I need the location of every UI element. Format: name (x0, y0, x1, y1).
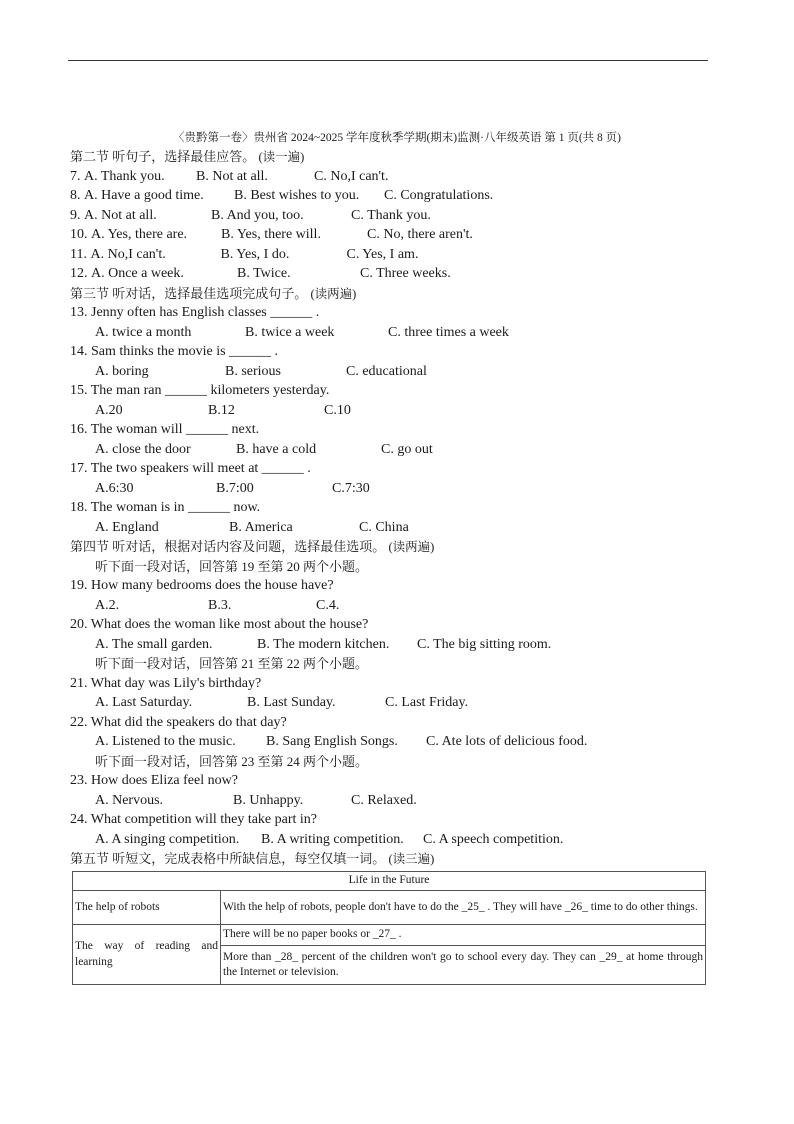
question-10 (70, 225, 720, 245)
option-b: B. America (229, 519, 293, 535)
section-4-heading (70, 537, 720, 557)
option-b: B. Sang English Songs. (266, 734, 398, 749)
question-14: 14. Sam thinks the movie is ______ . (70, 344, 279, 359)
section-2-heading (70, 147, 720, 167)
option-c: C. No, there aren't. (367, 227, 473, 242)
options-23 (70, 791, 720, 811)
option-b: B. The modern kitchen. (257, 636, 390, 652)
question-7 (70, 167, 720, 187)
question-24: 24. What competition will they take part in? (70, 812, 318, 827)
options-17 (70, 479, 720, 499)
row-text-reading-b: More than _28_ percent of the children won't go to school every day. They can _29_ at home through the Internet or television. (221, 946, 706, 985)
options-20 (70, 635, 720, 655)
option-a: A. close the door (95, 441, 191, 457)
question-20: 20. What does the woman like most about the house? (70, 617, 369, 632)
option-c: C. educational (346, 363, 427, 379)
table-caption: Life in the Future (73, 872, 706, 891)
dialogue-intro-1: 听下面一段对话，回答第 19 至第 20 两个小题。 (95, 558, 369, 574)
option-b: B. Twice. (237, 266, 291, 281)
question-11 (70, 245, 720, 265)
question-17: 17. The two speakers will meet at ______ . (70, 461, 311, 476)
option-a: A.6:30 (95, 480, 134, 496)
option-c: C. The big sitting room. (417, 636, 552, 652)
option-c: C. go out (381, 441, 433, 457)
dialogue-intro-3: 听下面一段对话，回答第 23 至第 24 两个小题。 (95, 753, 369, 769)
option-a: A. Nervous. (95, 792, 164, 808)
option-c: C. No,I can't. (314, 168, 389, 184)
question-number: 9. (70, 207, 81, 223)
page-header: 〈贵黔第一卷〉贵州省 2024~2025 学年度秋季学期(期末)监测·八年级英语 第 1 页(共 8 页) (173, 132, 621, 144)
dialogue-intro-2: 听下面一段对话，回答第 21 至第 22 两个小题。 (95, 656, 369, 671)
option-c: C. China (359, 519, 409, 535)
option-a: A. England (95, 519, 159, 535)
option-a: A. boring (95, 363, 149, 379)
options-16 (70, 440, 720, 460)
question-number: 11. (70, 246, 87, 262)
question-9 (70, 206, 720, 226)
option-a: A. Have a good time. (84, 188, 204, 203)
option-b: B. serious (225, 363, 281, 379)
question-number: 7. (70, 168, 81, 184)
question-18: 18. The woman is in ______ now. (70, 500, 261, 515)
option-a: A. Listened to the music. (95, 734, 236, 749)
question-8 (70, 186, 720, 206)
section-5-heading (70, 849, 720, 869)
question-21: 21. What day was Lily's birthday? (70, 675, 262, 691)
question-number: 12. (70, 266, 88, 281)
option-a: A. Thank you. (84, 168, 165, 184)
option-b: B. And you, too. (211, 207, 304, 223)
question-23: 23. How does Eliza feel now? (70, 773, 238, 788)
section-title: 第三节 听对话，选择最佳选项完成句子。 (70, 285, 308, 301)
question-22: 22. What did the speakers do that day? (70, 714, 287, 730)
option-c: C. Three weeks. (360, 266, 451, 281)
option-c: C. A speech competition. (423, 831, 564, 847)
section-title: 第四节 听对话，根据对话内容及问题，选择最佳选项。 (70, 539, 386, 554)
section-note: (读一遍) (258, 150, 305, 164)
option-c: C. Last Friday. (385, 695, 469, 710)
option-b: B. Last Sunday. (247, 695, 336, 710)
option-b: B. A writing competition. (261, 831, 404, 847)
option-b: B. Yes, I do. (220, 246, 290, 262)
options-18 (70, 518, 720, 538)
row-label-robots: The help of robots (73, 891, 221, 925)
options-24 (70, 830, 720, 850)
option-c: C.4. (316, 597, 340, 613)
option-a: A. No,I can't. (90, 246, 166, 262)
options-15 (70, 401, 720, 421)
option-c: C. Thank you. (351, 207, 431, 223)
options-19 (70, 596, 720, 616)
top-rule (68, 60, 708, 61)
section-title: 第五节 听短文，完成表格中所缺信息，每空仅填一词。 (70, 851, 386, 866)
question-19: 19. How many bedrooms does the house have? (70, 578, 334, 593)
fill-in-table (72, 871, 706, 985)
option-b: B. have a cold (236, 441, 317, 457)
option-b: B. Not at all. (196, 168, 268, 184)
section-3-heading (70, 284, 720, 304)
question-13: 13. Jenny often has English classes ______ . (70, 305, 320, 320)
section-title: 第二节 听句子，选择最佳应答。 (70, 149, 256, 164)
option-c: C. Congratulations. (384, 188, 494, 203)
options-21 (70, 693, 720, 713)
options-22 (70, 732, 720, 752)
option-c: C.10 (324, 402, 351, 418)
option-a: A.20 (95, 402, 123, 418)
option-b: B. Yes, there will. (221, 227, 321, 242)
row-text-reading-a: There will be no paper books or _27_ . (221, 925, 706, 946)
option-a: A. Once a week. (91, 266, 184, 281)
question-15: 15. The man ran ______ kilometers yesterday. (70, 383, 330, 398)
option-c: C. three times a week (388, 324, 509, 340)
row-text-robots: With the help of robots, people don't have to do the _25_ . They will have _26_ time to do other things. (221, 891, 706, 925)
question-number: 10. (70, 227, 88, 242)
option-a: A.2. (95, 597, 120, 613)
option-a: A. The small garden. (95, 636, 213, 652)
option-b: B. Unhappy. (233, 792, 304, 808)
option-c: C. Ate lots of delicious food. (426, 734, 588, 749)
option-a: A. Yes, there are. (91, 227, 188, 242)
option-b: B. twice a week (245, 324, 335, 340)
option-c: C.7:30 (332, 480, 370, 496)
section-note: (读三遍) (388, 852, 435, 866)
question-number: 8. (70, 188, 81, 203)
option-b: B.3. (208, 597, 232, 613)
option-c: C. Relaxed. (351, 792, 417, 808)
option-a: A. A singing competition. (95, 831, 240, 847)
question-12 (70, 264, 720, 284)
option-b: B.7:00 (216, 480, 254, 496)
option-b: B. Best wishes to you. (234, 188, 360, 203)
row-label-reading: The way of reading and learning (73, 925, 221, 985)
options-14 (70, 362, 720, 382)
section-note: (读两遍) (388, 540, 435, 554)
option-a: A. Last Saturday. (95, 695, 193, 710)
option-c: C. Yes, I am. (346, 246, 419, 262)
section-note: (读两遍) (310, 286, 357, 301)
options-13 (70, 323, 720, 343)
option-b: B.12 (208, 402, 235, 418)
option-a: A. Not at all. (84, 207, 157, 223)
option-a: A. twice a month (95, 324, 192, 340)
exam-content (70, 147, 720, 869)
question-16: 16. The woman will ______ next. (70, 422, 260, 437)
